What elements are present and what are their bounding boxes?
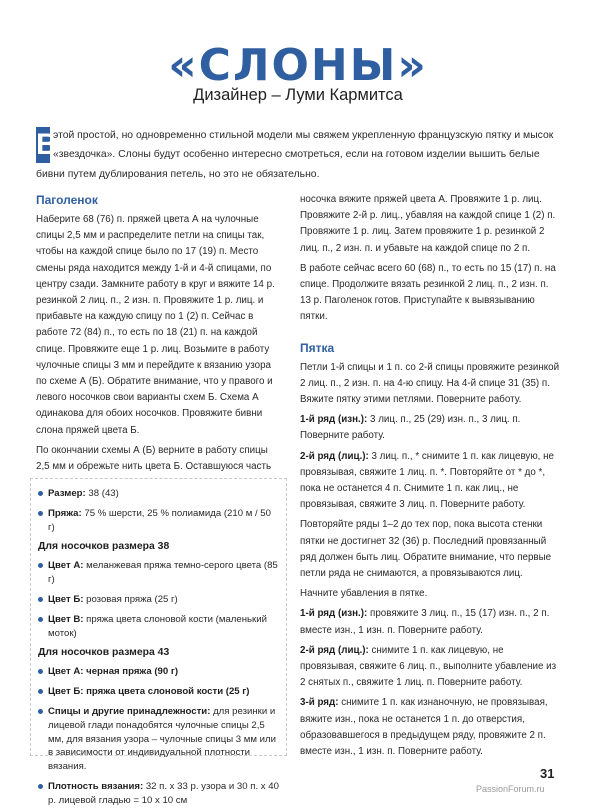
- page-number: 31: [540, 766, 555, 781]
- bullet-icon: [38, 491, 43, 496]
- left-column: [36, 192, 282, 475]
- heel-decrease-start: Начните убавления в пятке.: [300, 588, 428, 600]
- cuff-paragraph-2: По окончании схемы А (Б) верните в работу спицы 2,5 мм и обрежьте нить цвета Б. Оставшуюся часть: [36, 444, 272, 473]
- right-column: [300, 192, 562, 760]
- bullet-icon: [38, 784, 43, 789]
- size-43-heading: Для носочков размера 43: [38, 647, 170, 659]
- heel-repeat: Повторяйте ряды 1–2 до тех пор, пока высота стенки пятки не достигнет 32 (36) р. Последний провязанный ряд должен быть лиц. Обратите внимание, что первые петли ряда не снимаются, а провязываются лиц.: [300, 519, 552, 580]
- cuff-paragraph-1: Наберите 68 (76) п. пряжей цвета А на чулочные спицы 2,5 мм и распределите петли на спицы так, чтобы на каждой спице было по 17 (19) п. Место смены ряда находится между 1-й и 4-й спицами, по центру сзади. Замкните работу в круг и вяжите 14 р. резинкой 2 лиц. п., 2 изн. п. Провяжите 1 р. лиц. и прибавьте на каждую спицу по 1 (2) п. Сейчас в работе 72 (84) п., то есть по 18 (21) п. на каждой спице. Провяжите еще 1 р. лиц. Возьмите в работу чулочные спицы 3 мм и перейдите к вязанию узора по схеме А (Б). Обратите внимание, что у правого и левого носочков свои варианты схем Б. Схема А одинакова для обоих носочков. Провяжите бивни слона пряжей цвета Б.: [36, 214, 275, 436]
- yarn-item: Пряжа: 75 % шерсти, 25 % полиамида (210 м / 50 г): [38, 507, 279, 535]
- size-38-heading: Для носочков размера 38: [38, 541, 170, 553]
- color-b-43: Цвет Б: пряжа цвета слоновой кости (25 г): [38, 685, 279, 699]
- color-v-38: Цвет В: пряжа цвета слоновой кости (маленький моток): [38, 613, 279, 641]
- designer-credit: Дизайнер – Луми Кармитса: [193, 86, 403, 104]
- heel-row-1: 1-й ряд (изн.): 3 лиц. п., 25 (29) изн. п., 3 лиц. п. Поверните работу.: [300, 414, 521, 442]
- intro-text: этой простой, но одновременно стильной модели мы свяжем укрепленную французскую пятку и мысок «звездочка». Слоны будут особенно интересно смотреться, если на готовом изделии вышить белые бивни путем дублирования петель, но это не обязательно.: [36, 130, 554, 180]
- bullet-icon: [38, 669, 43, 674]
- cuff-continuation: носочка вяжите пряжей цвета А. Провяжите 1 р. лиц. Провяжите 2-й р. лиц., убавляя на каждой спице 1 (2) п. Провяжите 1 р. лиц. Затем провяжите 1 р. резинкой 2 лиц. п., 2 изн. п. и убавьте на каждой спице по 2 п.: [300, 194, 556, 254]
- materials-box: [30, 478, 287, 806]
- article-title: «СЛОНЫ»: [168, 40, 428, 91]
- bullet-icon: [38, 597, 43, 602]
- decrease-row-2: 2-й ряд (лиц.): снимите 1 п. как лицевую, не провязывая, свяжите 6 лиц. п., выполните убавление из 2 снятых п., свяжите 1 лиц. п. Поверните работу.: [300, 644, 557, 689]
- color-b-38: Цвет Б: розовая пряжа (25 г): [38, 593, 279, 607]
- decrease-row-1: 1-й ряд (изн.): провяжите 3 лиц. п., 15 (17) изн. п., 2 п. вместе изн., 1 изн. п. Поверните работу.: [300, 608, 550, 636]
- decrease-row-3: 3-й ряд: снимите 1 п. как изнаночную, не провязывая, вяжите изн., пока не останется 1 п. до отверстия, образовавшегося в предыдущем ряду, провяжите 2 п. вместе изн., 1 изн. п. Поверните работу.: [300, 697, 548, 758]
- watermark: PassionForum.ru: [476, 784, 545, 794]
- bullet-icon: [38, 689, 43, 694]
- size-item: Размер: 38 (43): [38, 487, 279, 501]
- heel-row-2: 2-й ряд (лиц.): 3 лиц. п., * снимите 1 п. как лицевую, не провязывая, свяжите 1 лиц. п. *. Повторяйте от * до *, пока не останется 4 п. Снимите 1 п. как лиц., не провязывая, свяжите 3 лиц. п. Поверните работу.: [300, 450, 554, 511]
- bullet-icon: [38, 617, 43, 622]
- bullet-icon: [38, 563, 43, 568]
- color-a-43: Цвет А: черная пряжа (90 г): [38, 665, 279, 679]
- needles-item: Спицы и другие принадлежности: для резинки и лицевой глади понадобятся чулочные спицы 2,5 мм, для вязания узора – чулочные спицы 3 мм или в зависимости от индивидуальной плотности вязания.: [38, 705, 279, 774]
- bullet-icon: [38, 511, 43, 516]
- gauge-item: Плотность вязания: 32 п. x 33 р. узора и 30 п. x 40 р. лицевой гладью = 10 x 10 см: [38, 780, 279, 808]
- drop-cap: В: [36, 128, 58, 161]
- section-heading-heel: Пятка: [300, 340, 335, 355]
- section-heading-cuff: Паголенок: [36, 193, 98, 207]
- color-a-38: Цвет А: меланжевая пряжа темно-серого цвета (85 г): [38, 559, 279, 587]
- cuff-summary: В работе сейчас всего 60 (68) п., то есть по 15 (17) п. на спице. Продолжите вязать резинкой 2 лиц. п., 2 изн. п. 13 р. Паголенок готов. Приступайте к вывязыванию пятки.: [300, 262, 556, 323]
- bullet-icon: [38, 709, 43, 714]
- heel-paragraph-1: Петли 1-й спицы и 1 п. со 2-й спицы провяжите резинкой 2 лиц. п., 2 изн. п. на 4-ю спицу. На 4-й спице 31 (35) п. Вяжите пятку этими петлями. Поверните работу.: [300, 361, 560, 406]
- intro-paragraph: [36, 126, 560, 184]
